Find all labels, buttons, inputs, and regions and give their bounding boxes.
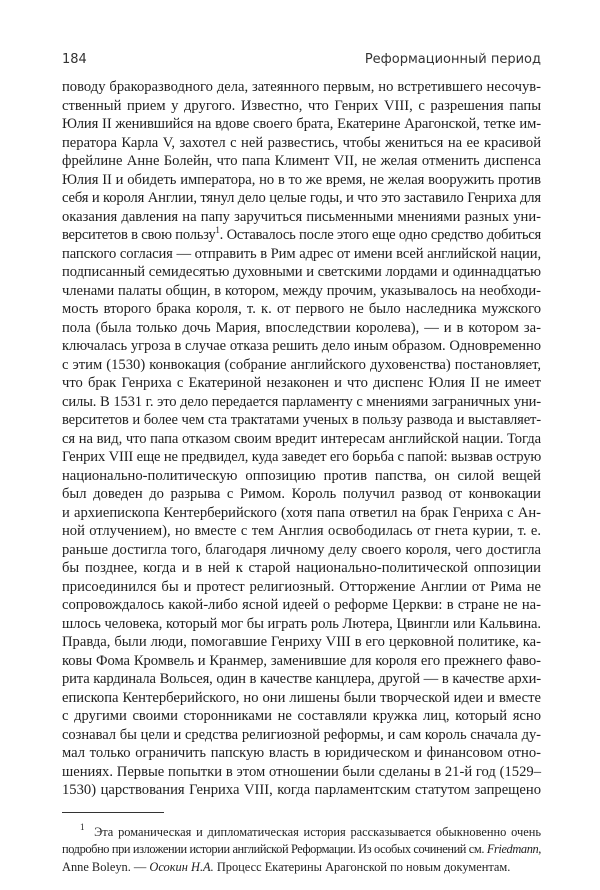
text-line: ператора Карла V, захотел с ней развестись, чтобы жениться на ее красивой <box>62 134 541 151</box>
text-line: оказания давления на папу заручиться письменными мнениями разных уни- <box>62 208 541 225</box>
text-line: сознавал бы цели и средства религиозной реформы, и сам король сначала ду- <box>62 726 541 743</box>
text-line: фрейлине Анне Болейн, что папа Климент VII, не желая отменить диспенса <box>62 153 541 169</box>
page-number: 184 <box>62 52 87 67</box>
text-line: и архиепископа Кентерберийского (хотя папа ответил на брак Генриха с Ан- <box>62 504 541 521</box>
footnote-text: , <box>538 842 541 857</box>
text-line: епископа Кентерберийского, но они лишены были творческой идеи и вместе <box>62 689 541 706</box>
footnote <box>62 824 541 876</box>
text-line: ковы Фома Кромвель и Кранмер, заменившие для короля его прежнего фаво- <box>62 652 541 669</box>
text-line: 1530) царствования Генриха VIII, когда парламентским статутом запрещено <box>62 782 541 798</box>
text-line: верситетов и более чем ста трактатами ученых в пользу развода и выставляет- <box>62 412 541 428</box>
text-line: был доведен до разрыва с Римом. Король получил развод от конвокации <box>62 486 541 502</box>
text-line: поводу бракоразводного дела, затеянного первым, но встретившего несочув- <box>62 79 541 95</box>
running-header <box>62 52 541 72</box>
footnote-text: Anne Boleyn. — <box>62 859 150 874</box>
text-line: шлось человека, который мог бы играть роль Лютера, Цвингли или Кальвина. <box>62 615 541 632</box>
text-line: Правда, были люди, помогавшие Генриху VIII в его церковной политике, ка- <box>62 634 541 650</box>
footnote-text: Эта романическая и дипломатическая история рассказывается обыкновенно очень <box>94 825 541 839</box>
text-line: себя и короля Англии, тянул дело целые годы, и что это заставило Генриха для <box>62 190 541 206</box>
text-line <box>62 226 541 245</box>
footnote-reference[interactable]: 1 <box>215 225 220 235</box>
text-line: шениях. Первые попытки в этом отношении были сделаны в 21-й год (1529– <box>62 763 541 780</box>
footnote-text: Процесс Екатерины Арагонской по новым документам. <box>213 859 511 874</box>
text-line: мал только ограничить папскую власть в юридическом и финансовом отно- <box>62 745 541 761</box>
footnote-line <box>62 859 541 876</box>
text-line: Юлия II и обидеть императора, но в то же время, не желая вооружить против <box>62 171 541 188</box>
text-line: членами палаты общин, в котором, между прочим, указывалось на необходи- <box>62 282 541 299</box>
text-line: ключалась угроза в случае отказа решить дело иным образом. Одновременно <box>62 338 541 354</box>
text-line: Юлия II женившийся на вдове своего брата, Екатерине Арагонской, тетке им- <box>62 116 541 132</box>
text-line: рита кардинала Вольсея, один в качестве канцлера, другой — в качестве архи- <box>62 671 541 687</box>
text-line: с этим (1530) конвокация (собрание английского духовенства) постановляет, <box>62 356 541 373</box>
text-line: пола (была только дочь Мария, впоследствии королева), — и в котором за- <box>62 319 541 336</box>
text-line: силы. В 1531 г. это дело передается парламенту с мнениями заграничных уни- <box>62 393 541 410</box>
footnote-author: Friedmann <box>486 842 539 857</box>
text-line: что брак Генриха с Екатериной незаконен и что диспенс Юлия II не имеет <box>62 375 541 391</box>
text-line: подписанный семидесятью духовными и светскими лордами и одиннадцатью <box>62 264 541 280</box>
text-line: папского согласия — отправить в Рим адрес от имени всей английской нации, <box>62 245 541 262</box>
text-line: сопровождалось какой-либо ясной идеей о реформе Церкви: в стране не на- <box>62 597 541 613</box>
text-line: раньше достигла того, благодаря личному делу своего короля, чего достигла <box>62 541 541 558</box>
text-line: присоединился бы и протест религиозный. Отторжение Англии от Рима не <box>62 578 541 595</box>
text-line: бы позднее, когда и в ней к старой национально-политической оппозиции <box>62 560 541 576</box>
body-text <box>62 78 541 800</box>
text-line: ной отлучением), но вместе с тем Англия освободилась от гнета курии, т. е. <box>62 523 541 539</box>
running-title: Реформационный период <box>364 52 541 67</box>
footnote-author: Осокин Н.А. <box>149 859 214 874</box>
footnote-line <box>62 841 541 858</box>
text-line: ственный прием у другого. Известно, что Генрих VIII, с разрешения папы <box>62 97 541 114</box>
text-line: мость второго брака короля, т. к. от первого не было наследника мужского <box>62 301 541 317</box>
footnote-line <box>62 824 541 841</box>
text-line: национально-политическую оппозицию против папства, он силой вещей <box>62 467 541 484</box>
text-line: с другими своими сторонниками не составляли кружка лиц, который ясно <box>62 708 541 724</box>
text-segment: верситетов в свою пользу <box>62 227 216 243</box>
footnote-marker: 1 <box>80 822 85 832</box>
text-line: Генрих VIII еще не предвидел, куда заведет его борьба с папой: вызвав острую <box>62 449 542 465</box>
text-line: ся на вид, что папа отказом своим вредит интересам английской нации. Тогда <box>62 430 541 447</box>
text-segment: . Оставалось после этого еще одно средство добиться <box>219 227 541 243</box>
footnote-text: подробно при изложении истории английской Реформации. Из особых сочинений см. <box>62 842 487 857</box>
footnote-divider <box>62 812 164 813</box>
